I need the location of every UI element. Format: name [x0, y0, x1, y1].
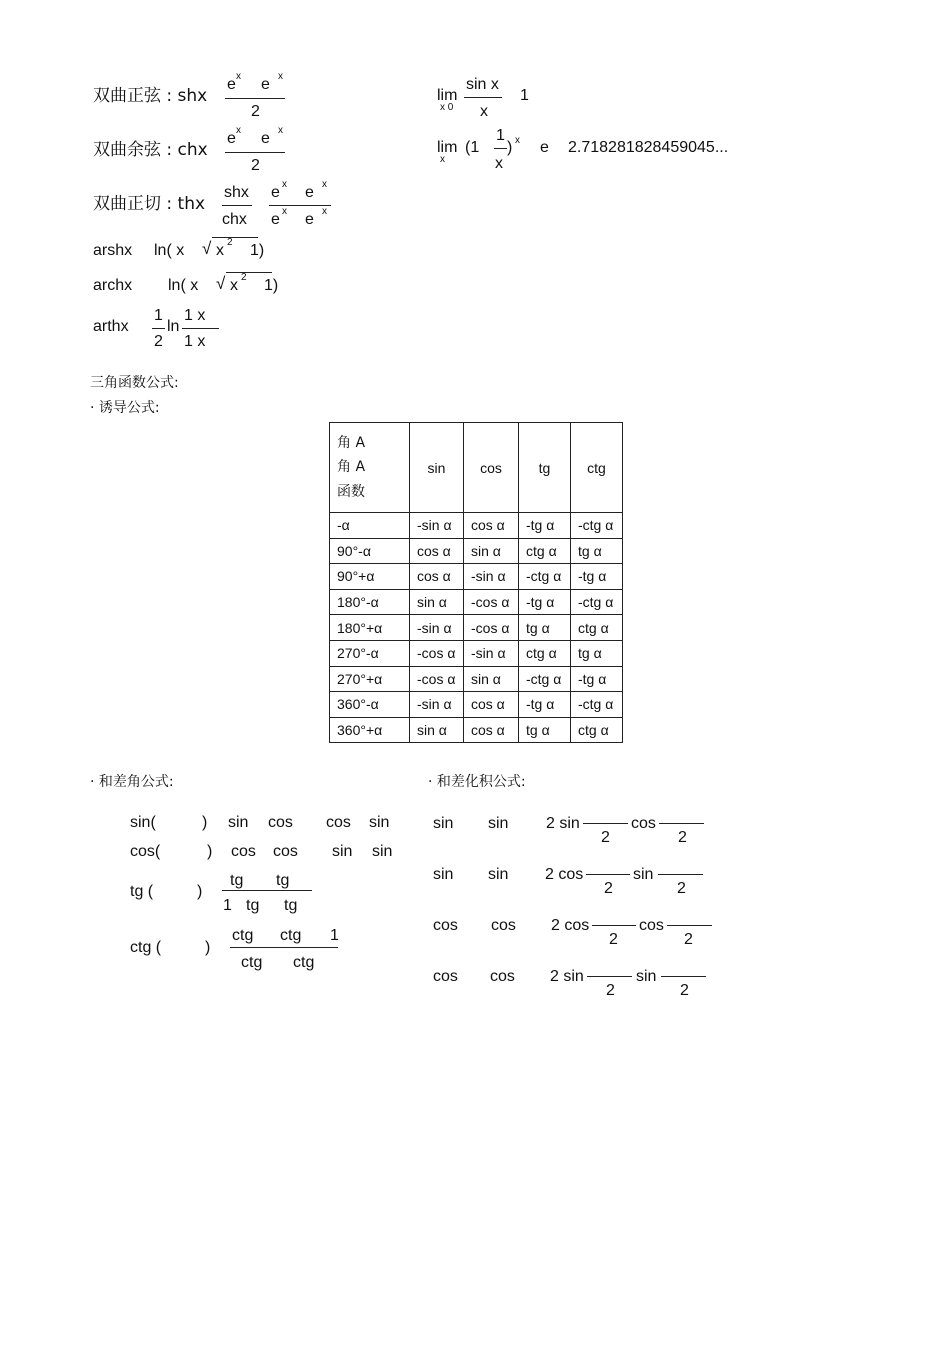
archx-tail: 1) — [264, 277, 279, 294]
cell-sin: cos α — [410, 538, 464, 564]
sp1-a: sin — [433, 815, 454, 832]
thx-num-e1: e — [271, 184, 280, 201]
sin-sum-open: sin( — [130, 814, 156, 831]
ctg-sum-close: ) — [205, 939, 211, 956]
shx-num-e1: e — [227, 76, 236, 93]
table-row — [330, 538, 623, 564]
lim-2-e: e — [540, 139, 549, 156]
sp3-den1: 2 — [609, 931, 618, 948]
table-row — [330, 513, 623, 539]
col-header-sin: sin — [410, 423, 464, 513]
sp2-a: sin — [433, 866, 454, 883]
table-row — [330, 589, 623, 615]
cell-cos: sin α — [464, 538, 519, 564]
sin-sum-close: ) — [202, 814, 208, 831]
trig-heading: 三角函数公式: — [90, 375, 179, 391]
sp2-bar2 — [658, 874, 703, 875]
sin-sum-t2: cos — [268, 814, 293, 831]
table-header-row — [330, 423, 623, 513]
cell-sin: sin α — [410, 589, 464, 615]
cell-angle: 180°+α — [330, 615, 410, 641]
table-row — [330, 564, 623, 590]
chx-num-e2: e — [261, 130, 270, 147]
sp1-bar2 — [659, 823, 704, 824]
chx-num-x1: x — [236, 125, 241, 136]
col-header-cos: cos — [464, 423, 519, 513]
cell-angle: 360°+α — [330, 717, 410, 743]
lim-2: lim — [437, 139, 458, 156]
shx-den: 2 — [251, 103, 260, 120]
sp4-c: 2 sin — [550, 968, 584, 985]
cell-ctg: ctg α — [571, 717, 623, 743]
shx-label: 双曲正弦 : shx — [93, 86, 208, 106]
lim-2-open: (1 — [465, 139, 480, 156]
shx-num-e2: e — [261, 76, 270, 93]
sum-product-heading: · 和差化积公式: — [428, 774, 526, 790]
table-row — [330, 640, 623, 666]
cos-sum-close: ) — [207, 843, 213, 860]
lim-2-sup: x — [515, 135, 520, 146]
arshx-sqrt-icon: √ — [202, 239, 212, 258]
cell-sin: -sin α — [410, 513, 464, 539]
arthx-ln: ln — [167, 318, 180, 335]
cell-angle: 90°-α — [330, 538, 410, 564]
sp3-bar2 — [667, 925, 712, 926]
cell-cos: sin α — [464, 666, 519, 692]
cell-ctg: -ctg α — [571, 692, 623, 718]
lim-2-close: ) — [507, 139, 513, 156]
thx-num-e2: e — [305, 184, 314, 201]
cell-cos: -sin α — [464, 564, 519, 590]
thx-den-e1: e — [271, 211, 280, 228]
cell-sin: sin α — [410, 717, 464, 743]
thx-den-e2: e — [305, 211, 314, 228]
cell-tg: ctg α — [519, 538, 571, 564]
tg-sum-bar — [222, 890, 312, 891]
archx-sq: 2 — [241, 272, 247, 283]
cell-tg: tg α — [519, 615, 571, 641]
archx-ln: ln( x — [168, 277, 199, 294]
cos-sum-t2: cos — [273, 843, 298, 860]
arthx-half-bar — [152, 328, 165, 329]
corner-line-3: 函数 — [337, 483, 365, 500]
lim-1-value: 1 — [520, 87, 529, 104]
arshx-label: arshx — [93, 242, 133, 259]
arshx-sqrt-bar — [212, 237, 258, 238]
cell-angle: 90°+α — [330, 564, 410, 590]
cell-cos: cos α — [464, 717, 519, 743]
cell-ctg: tg α — [571, 640, 623, 666]
arshx-sq: 2 — [227, 237, 233, 248]
tg-sum-num1: tg — [230, 872, 244, 889]
arthx-half-den: 2 — [154, 333, 163, 350]
sp3-b: cos — [491, 917, 516, 934]
table-row — [330, 717, 623, 743]
arshx-tail: 1) — [250, 242, 265, 259]
cell-cos: -cos α — [464, 589, 519, 615]
sp4-b: cos — [490, 968, 515, 985]
sp2-d: sin — [633, 866, 654, 883]
sp1-den2: 2 — [678, 829, 687, 846]
tg-sum-den3: tg — [284, 897, 298, 914]
cell-tg: -tg α — [519, 513, 571, 539]
archx-sqrt-icon: √ — [216, 274, 226, 293]
thx-num-x2: x — [322, 179, 327, 190]
sp3-den2: 2 — [684, 931, 693, 948]
tg-sum-num2: tg — [276, 872, 290, 889]
sp4-den1: 2 — [606, 982, 615, 999]
cell-ctg: -tg α — [571, 666, 623, 692]
arshx-x: x — [216, 242, 224, 259]
chx-den: 2 — [251, 157, 260, 174]
cell-cos: cos α — [464, 513, 519, 539]
reduction-table — [329, 422, 623, 743]
cell-tg: -ctg α — [519, 666, 571, 692]
tg-sum-den1: 1 — [223, 897, 232, 914]
sin-sum-t3: cos — [326, 814, 351, 831]
arshx-ln: ln( x — [154, 242, 185, 259]
cell-cos: cos α — [464, 692, 519, 718]
sp4-a: cos — [433, 968, 458, 985]
sp3-d: cos — [639, 917, 664, 934]
lim-1-sub: x 0 — [440, 102, 454, 113]
cell-ctg: -ctg α — [571, 589, 623, 615]
cos-sum-open: cos( — [130, 843, 161, 860]
lim-2-den: x — [495, 155, 503, 172]
cell-sin: -sin α — [410, 615, 464, 641]
sp4-bar1 — [587, 976, 632, 977]
ctg-sum-den2: ctg — [293, 954, 315, 971]
cell-tg: ctg α — [519, 640, 571, 666]
cos-sum-t3: sin — [332, 843, 353, 860]
thx-label: 双曲正切 : thx — [93, 194, 206, 214]
table-row — [330, 692, 623, 718]
cos-sum-t4: sin — [372, 843, 393, 860]
ctg-sum-den1: ctg — [241, 954, 263, 971]
arthx-half-num: 1 — [154, 307, 163, 324]
chx-num-e1: e — [227, 130, 236, 147]
sum-diff-heading: · 和差角公式: — [90, 774, 174, 790]
cell-sin: -cos α — [410, 640, 464, 666]
sin-sum-t1: sin — [228, 814, 249, 831]
cell-sin: cos α — [410, 564, 464, 590]
cell-angle: 360°-α — [330, 692, 410, 718]
archx-label: archx — [93, 277, 133, 294]
cos-sum-t1: cos — [231, 843, 256, 860]
sp2-b: sin — [488, 866, 509, 883]
ctg-sum-bar — [230, 947, 338, 948]
lim-2-sub: x — [440, 154, 445, 165]
sp3-bar1 — [592, 925, 636, 926]
cell-tg: -tg α — [519, 692, 571, 718]
archx-sqrt-bar — [226, 272, 272, 273]
sp4-d: sin — [636, 968, 657, 985]
sp3-a: cos — [433, 917, 458, 934]
cell-ctg: tg α — [571, 538, 623, 564]
ctg-sum-num1: ctg — [232, 927, 254, 944]
arthx-frac-num: 1 x — [184, 307, 206, 324]
tg-sum-close: ) — [197, 883, 203, 900]
thx-den-chx: chx — [222, 211, 247, 228]
sin-sum-t4: sin — [369, 814, 390, 831]
sp2-den2: 2 — [677, 880, 686, 897]
shx-num-x2: x — [278, 71, 283, 82]
table-row — [330, 666, 623, 692]
arthx-label: arthx — [93, 318, 129, 335]
sp2-den1: 2 — [604, 880, 613, 897]
thx-bar-1 — [222, 205, 252, 206]
cell-angle: 180°-α — [330, 589, 410, 615]
table-corner-cell — [330, 423, 410, 513]
tg-sum-den2: tg — [246, 897, 260, 914]
arthx-frac-bar — [182, 328, 219, 329]
cell-tg: tg α — [519, 717, 571, 743]
corner-line-2: 角 A — [337, 459, 366, 476]
cell-angle: -α — [330, 513, 410, 539]
lim-1: lim — [437, 87, 458, 104]
thx-num-x1: x — [282, 179, 287, 190]
cell-angle: 270°-α — [330, 640, 410, 666]
table-row — [330, 615, 623, 641]
cell-tg: -tg α — [519, 589, 571, 615]
sp4-den2: 2 — [680, 982, 689, 999]
lim-2-value: 2.718281828459045... — [568, 139, 729, 156]
chx-num-x2: x — [278, 125, 283, 136]
sp2-c: 2 cos — [545, 866, 584, 883]
ctg-sum-num2: ctg — [280, 927, 302, 944]
sp1-bar1 — [583, 823, 628, 824]
cell-ctg: -ctg α — [571, 513, 623, 539]
chx-label: 双曲余弦 : chx — [93, 140, 208, 160]
cell-ctg: ctg α — [571, 615, 623, 641]
sp1-den1: 2 — [601, 829, 610, 846]
archx-x: x — [230, 277, 238, 294]
cell-angle: 270°+α — [330, 666, 410, 692]
sp2-bar1 — [586, 874, 630, 875]
col-header-ctg: ctg — [571, 423, 623, 513]
lim-1-bar — [464, 97, 502, 98]
arthx-frac-den: 1 x — [184, 333, 206, 350]
sp4-bar2 — [661, 976, 706, 977]
thx-den-x2: x — [322, 206, 327, 217]
lim-2-num: 1 — [496, 127, 505, 144]
thx-den-x1: x — [282, 206, 287, 217]
sp1-d: cos — [631, 815, 656, 832]
cell-sin: -cos α — [410, 666, 464, 692]
reduction-heading: · 诱导公式: — [90, 400, 160, 416]
chx-fraction-bar — [225, 152, 285, 153]
sp1-c: 2 sin — [546, 815, 580, 832]
shx-fraction-bar — [225, 98, 285, 99]
cell-ctg: -tg α — [571, 564, 623, 590]
cell-tg: -ctg α — [519, 564, 571, 590]
lim-1-den: x — [480, 103, 488, 120]
thx-num-shx: shx — [224, 184, 249, 201]
tg-sum-open: tg ( — [130, 883, 154, 900]
cell-cos: -cos α — [464, 615, 519, 641]
lim-2-bar — [494, 148, 507, 149]
sp1-b: sin — [488, 815, 509, 832]
corner-line-1: 角 A — [337, 434, 366, 451]
cell-sin: -sin α — [410, 692, 464, 718]
sp3-c: 2 cos — [551, 917, 590, 934]
cell-cos: -sin α — [464, 640, 519, 666]
col-header-tg: tg — [519, 423, 571, 513]
ctg-sum-open: ctg ( — [130, 939, 162, 956]
lim-1-num: sin x — [466, 76, 499, 93]
shx-num-x1: x — [236, 71, 241, 82]
ctg-sum-num3: 1 — [330, 927, 339, 944]
